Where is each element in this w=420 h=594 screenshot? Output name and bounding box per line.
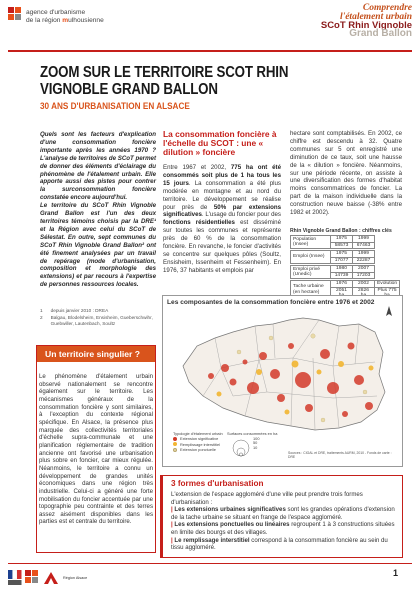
agency-line-2-prefix: de la région	[26, 16, 63, 24]
stats-value: 22287	[353, 257, 375, 264]
page-number: 1	[393, 568, 399, 578]
bullet-icon: |	[171, 536, 175, 544]
singulier-text: Le phénomène d'étalement urbain observé nationalement se rencontre également sur le territoire. Les mécanismes généraux de la consommation foncière y sont similaires, à l'exception du contexte régional spécifique. En Alsace, la présence plus marquée des collectivités territoriales d'échelle supra-communale et une planification réglementaire de tradition ancienne ont favorisé une urbanisation plus sobre en foncier, car mieux régulée. Néanmoins, le territoire a connu un développement de grandes unités économiques dans une région très industrielle. Celui-ci a généré une forte mobilisation du foncier accentuée par une topographie peu contrainte et des terres assez aisément disponibles dans les parties est et centrale du territoire.	[39, 373, 153, 526]
footnote-number: 1	[40, 308, 43, 313]
conso-text-part: Entre 1967 et 2002,	[163, 164, 231, 171]
agency-name	[26, 9, 104, 24]
page-title	[40, 64, 288, 98]
circle-extension-significative	[270, 369, 280, 379]
singulier-heading: Un territoire singulier ?	[37, 346, 155, 362]
stats-year: 1975	[331, 236, 353, 243]
intro-text	[40, 131, 156, 289]
legend-swatch-icon	[173, 442, 177, 446]
right-text: hectare sont comptabilisés. En 2002, ce chiffre est descendu à 32. Quatre communes sur 5 ont enregistré une diminution de ce taux, soit une hausse de la « dilution » foncière. Néanmoins, sur une période récente, on assiste à une diversification des formes d'habitat moins consommatrices de foncier. La part de la maison individuelle dans la construction neuve baisse (-38% entre 1982 et 2002).	[290, 130, 402, 217]
formes-item-text: sont les grandes opérations d'extension de la tache urbaine se situant en frange de l'espace aggloméré.	[171, 506, 395, 521]
circle-extension-significative	[320, 349, 330, 359]
agency-line-2-suffix: ulhousienne	[68, 16, 104, 24]
series-brand	[321, 4, 412, 39]
conso-text-part: . L'usage du foncier pour des	[201, 211, 281, 219]
stats-value: 58573	[331, 242, 353, 249]
conso-heading: La consommation foncière à l'échelle du SCOT : une « dilution » foncière	[163, 129, 277, 157]
dreal-logo-icon	[8, 570, 22, 586]
circle-extension-significative	[221, 364, 229, 372]
circle-remplissage	[285, 410, 290, 415]
circle-extension-significative	[295, 372, 311, 388]
intro-paragraph-1: Quels sont les facteurs d'explication d'une consommation foncière importante après les années 1970 ? L'analyse de territoires de SCoT permet de donner des éléments d'éclairage du phénomène de l'étalement urbain. Elle apporte aussi des pistes pour contrer la surconsommation foncière constatée encore aujourd'hui.	[40, 131, 156, 202]
stats-label: Population (Insee)	[291, 236, 331, 249]
formes-item-text: correspond à la consommation foncière au sein du tissu aggloméré.	[171, 536, 388, 552]
stats-year: 2002	[353, 281, 375, 288]
intro-paragraph-2: Le territoire du SCoT Rhin Vignoble Grand Ballon est l'un des deux territoires témoins choisis par la DRE¹ et la Région avec celui du SCoT de Sélestat. En outre, sept communes du SCoT Rhin Vignoble Grand Ballon² ont été finement analysées par un travail de repérage (mode d'urbanisation, composition et morphologie des extensions) et par recours à l'expertise de personnes ressources locales.	[40, 202, 156, 289]
circle-extension-significative	[243, 360, 248, 365]
circle-extension-ponctuelle	[311, 334, 315, 338]
circle-remplissage	[369, 366, 374, 371]
conso-text-part: est disséminé sur toutes les communes et représente près de 60 % de la consommation foncière. En revanche, le foncier d'activités se concentre sur quelques pôles (Soultz, Ensisheim, Issenheim et Fessenheim). En 1976, 37 habitants et emplois par	[163, 219, 282, 274]
conso-text-bold: fonctions résidentielles	[163, 219, 235, 227]
stats-table-emploi-prive	[290, 265, 375, 279]
stats-year: 1980	[331, 266, 353, 273]
conso-text-part: . La consommation a été plus modérée en montagne et au nord du territoire. Le développement se réalise pour près de	[163, 179, 281, 211]
formes-item-bold: Les extensions urbaines significatives	[174, 506, 286, 514]
circle-extension-significative	[230, 379, 237, 386]
circle-extension-significative	[354, 375, 364, 385]
stats-table-emploi	[290, 250, 375, 264]
map-size-value: 10	[253, 444, 258, 450]
map-title: Les composantes de la consommation foncière entre 1976 et 2002	[167, 299, 375, 306]
circle-remplissage	[338, 361, 344, 367]
partner-logos	[8, 568, 87, 588]
stats-label: Emploi (Insee)	[291, 251, 331, 264]
circle-extension-ponctuelle	[269, 336, 273, 340]
footnote-text: depuis janvier 2010 : DREA	[50, 308, 109, 313]
footnotes	[40, 308, 158, 327]
page-title-line-1: ZOOM SUR LE TERRITOIRE SCOT RHIN	[40, 64, 289, 81]
circle-extension-significative	[208, 373, 214, 379]
bullet-icon: |	[171, 506, 175, 514]
conso-text-bold: 50% par extensions significatives	[163, 203, 282, 219]
agency-line-2	[26, 17, 104, 25]
footnote	[40, 315, 158, 327]
circle-remplissage	[317, 370, 322, 375]
brand-line-1: Comprendre	[362, 3, 412, 13]
map-panel	[162, 295, 403, 467]
agency-logo-icon	[8, 7, 22, 21]
circle-extension-significative	[305, 404, 313, 412]
page-title-line-2: VIGNOBLE GRAND BALLON	[40, 81, 218, 98]
stats-value: 2051	[331, 287, 353, 299]
footnote-number: 2	[40, 315, 43, 321]
territory-outline	[183, 318, 385, 430]
stats-year: 1976	[331, 281, 353, 288]
formes-heading: 3 formes d'urbanisation	[171, 479, 264, 488]
stats-value: 17077	[331, 257, 353, 264]
circle-remplissage	[217, 392, 222, 397]
footnote	[40, 308, 158, 314]
stats-extra: Plus 775	[375, 287, 400, 299]
formes-item	[171, 521, 397, 536]
formes-item	[171, 506, 397, 521]
brand-line-4: Grand Ballon	[349, 28, 412, 40]
map-size-legend	[227, 431, 277, 450]
legend-swatch-icon	[173, 448, 177, 452]
agency-line-1: agence d'urbanisme	[26, 9, 86, 16]
formes-text	[171, 491, 397, 552]
north-arrow-icon	[386, 306, 392, 316]
map-legend	[173, 431, 223, 452]
circle-remplissage	[256, 369, 262, 375]
stats-table-caption: Rhin Vignoble Grand Ballon : chiffres clés	[290, 228, 392, 234]
circle-remplissage	[292, 361, 299, 368]
circle-extension-significative	[342, 411, 348, 417]
footnote-text: Balgau, Blodelsheim, Ensisheim, Gueberschwihr, Guebwiller, Lautenbach, Soultz	[50, 315, 153, 327]
page-subtitle: 30 ANS D'URBANISATION EN ALSACE	[40, 101, 190, 111]
formes-item-bold: Le remplissage interstitiel	[174, 536, 250, 544]
circle-extension-significative	[348, 343, 355, 350]
map-legend-item	[173, 447, 223, 452]
stats-value: 2826	[353, 287, 375, 299]
conso-text	[163, 164, 281, 275]
brand-line-3: SCoT Rhin Vignoble	[320, 19, 412, 31]
stats-extra: Evolution	[375, 281, 400, 288]
stats-year: 2007	[353, 266, 375, 273]
circle-extension-significative	[247, 382, 259, 394]
circle-extension-significative	[259, 352, 267, 360]
map-legend-title: Typologie d'étalement urbain	[173, 431, 223, 436]
singulier-box	[36, 345, 156, 553]
footer-divider	[8, 563, 412, 564]
stats-year: 1975	[331, 251, 353, 258]
conso-text-bold: 775 ha ont été consommés soit plus de 1 ha tous les 15 jours	[163, 164, 281, 187]
circle-extension-ponctuelle	[237, 350, 241, 354]
bullet-icon: |	[171, 521, 175, 529]
agency-line-2-m: m	[62, 16, 69, 24]
map-legend-label: Extension significative	[180, 436, 219, 442]
circle-extension-significative	[327, 382, 339, 394]
formes-item-text: regroupent 1 à 3 constructions situées en limite des bourgs et des villages.	[171, 521, 395, 536]
aurm-logo-icon	[25, 570, 39, 586]
stats-table-population	[290, 235, 375, 249]
map-size-value: 100	[253, 436, 260, 441]
formes-item-bold: Les extensions ponctuelles ou linéaires	[174, 521, 290, 529]
region-alsace-logo-icon	[42, 570, 60, 586]
legend-swatch-icon	[173, 437, 177, 441]
map-legend-label: Remplissage interstitiel	[180, 441, 221, 447]
stats-year: 1999	[353, 236, 375, 243]
stats-year: 1999	[353, 251, 375, 258]
region-alsace-label: Région Alsace	[63, 576, 88, 580]
header-divider	[8, 50, 412, 52]
stats-label: Tache urbaine (en hectare)	[291, 281, 331, 300]
map-legend-label: Extension ponctuelle	[180, 446, 216, 452]
stats-value: 14739	[331, 272, 353, 279]
map-source: Sources : CIGAL et DRE, traitements AURM, 2010 - Fonds de carte : DRE	[288, 451, 392, 459]
stats-value: 67463	[353, 242, 375, 249]
formes-item	[171, 537, 397, 552]
map-size-label: Surfaces consommées en ha	[227, 431, 278, 436]
formes-box	[160, 475, 403, 558]
circle-extension-ponctuelle	[321, 418, 325, 422]
circle-extension-significative	[277, 394, 285, 402]
circle-extension-ponctuelle	[363, 390, 367, 394]
map-size-value: 50	[253, 440, 258, 446]
circle-extension-significative	[288, 343, 294, 349]
stats-label: Emploi privé (Unedic)	[291, 266, 331, 279]
circle-extension-significative	[365, 402, 373, 410]
brand-line-2: l'étalement urbain	[339, 11, 412, 22]
stats-value: 17203	[353, 272, 375, 279]
formes-intro: L'extension de l'espace aggloméré d'une ville peut prendre trois formes d'urbanisation :	[171, 491, 363, 506]
